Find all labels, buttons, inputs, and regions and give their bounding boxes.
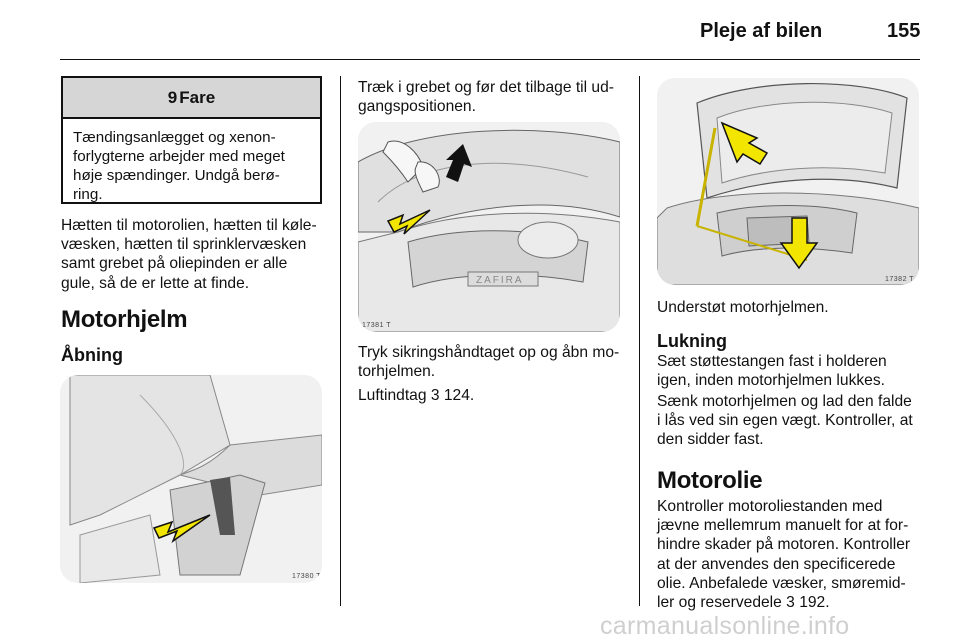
danger-warning-header — [63, 78, 320, 119]
closing-instruction: Sæt støttestangen fast i holderen igen, inden motorhjelmen lukkes. — [657, 353, 887, 390]
subheading-abning: Åbning — [61, 345, 123, 365]
figure-number: 17382 T — [885, 276, 915, 283]
warning-triangle-icon: 9 — [167, 87, 178, 107]
hood-prop-illustration — [657, 78, 919, 285]
hood-release-lever-image — [60, 375, 322, 583]
lower-hood-instruction: Sænk motorhjelmen og lad den falde i lås ved sin egen vægt. Kontroller, at den sidder fast. — [657, 393, 913, 449]
page-number: 155 — [887, 20, 921, 42]
header-divider — [60, 59, 920, 60]
engine-oil-paragraph: Kontroller motoroliestanden med jævne mellemrum manuelt for at for- hindre skader på motoren. Kontroller at der anvendes den specificerede olie. Anbefalede væsker, smøremid- ler og reservedele 3 192. — [657, 498, 911, 612]
column-divider-right — [639, 76, 640, 606]
yellow-caps-paragraph: Hætten til motorolien, hætten til køle- væsken, hætten til sprinklervæsken samt grebet på oliepinden er alle gule, så de er lette at finde. — [61, 217, 317, 292]
danger-warning-text — [63, 119, 320, 204]
safety-catch-caption: Tryk sikringshåndtaget op og åbn mo- torhjelmen. — [358, 344, 620, 381]
column-divider-left — [340, 76, 341, 606]
warning-line: forlygterne arbejder med meget — [73, 148, 285, 165]
support-hood-caption: Understøt motorhjelmen. — [657, 299, 829, 316]
page-reference-icon: 3 — [786, 594, 795, 612]
hood-prop-image — [657, 78, 919, 285]
danger-warning-title: Fare — [179, 87, 216, 107]
section-heading-motorolie: Motorolie — [657, 467, 763, 494]
subheading-lukning: Lukning — [657, 331, 727, 351]
safety-catch-image — [358, 122, 620, 332]
figure-number: 17381 T — [362, 322, 392, 329]
warning-line: ring. — [73, 186, 103, 203]
svg-text:ZAFIRA: ZAFIRA — [476, 275, 524, 286]
pull-lever-instruction: Træk i grebet og før det tilbage til ud- gangspositionen. — [358, 79, 614, 116]
air-intake-crossref: Luftindtag 3 124. — [358, 387, 475, 404]
hood-release-lever-illustration — [60, 375, 322, 583]
section-heading-motorhjelm: Motorhjelm — [61, 306, 188, 333]
safety-catch-illustration — [358, 122, 620, 332]
danger-warning-box — [61, 76, 322, 204]
watermark: carmanualsonline.info — [600, 612, 850, 640]
page-reference-icon: 3 — [430, 387, 440, 404]
warning-line: Tændingsanlægget og xenon- — [73, 129, 276, 146]
page-header-title: Pleje af bilen — [700, 20, 823, 42]
figure-number: 17380 T — [292, 573, 322, 580]
warning-line: høje spændinger. Undgå berø- — [73, 167, 280, 184]
